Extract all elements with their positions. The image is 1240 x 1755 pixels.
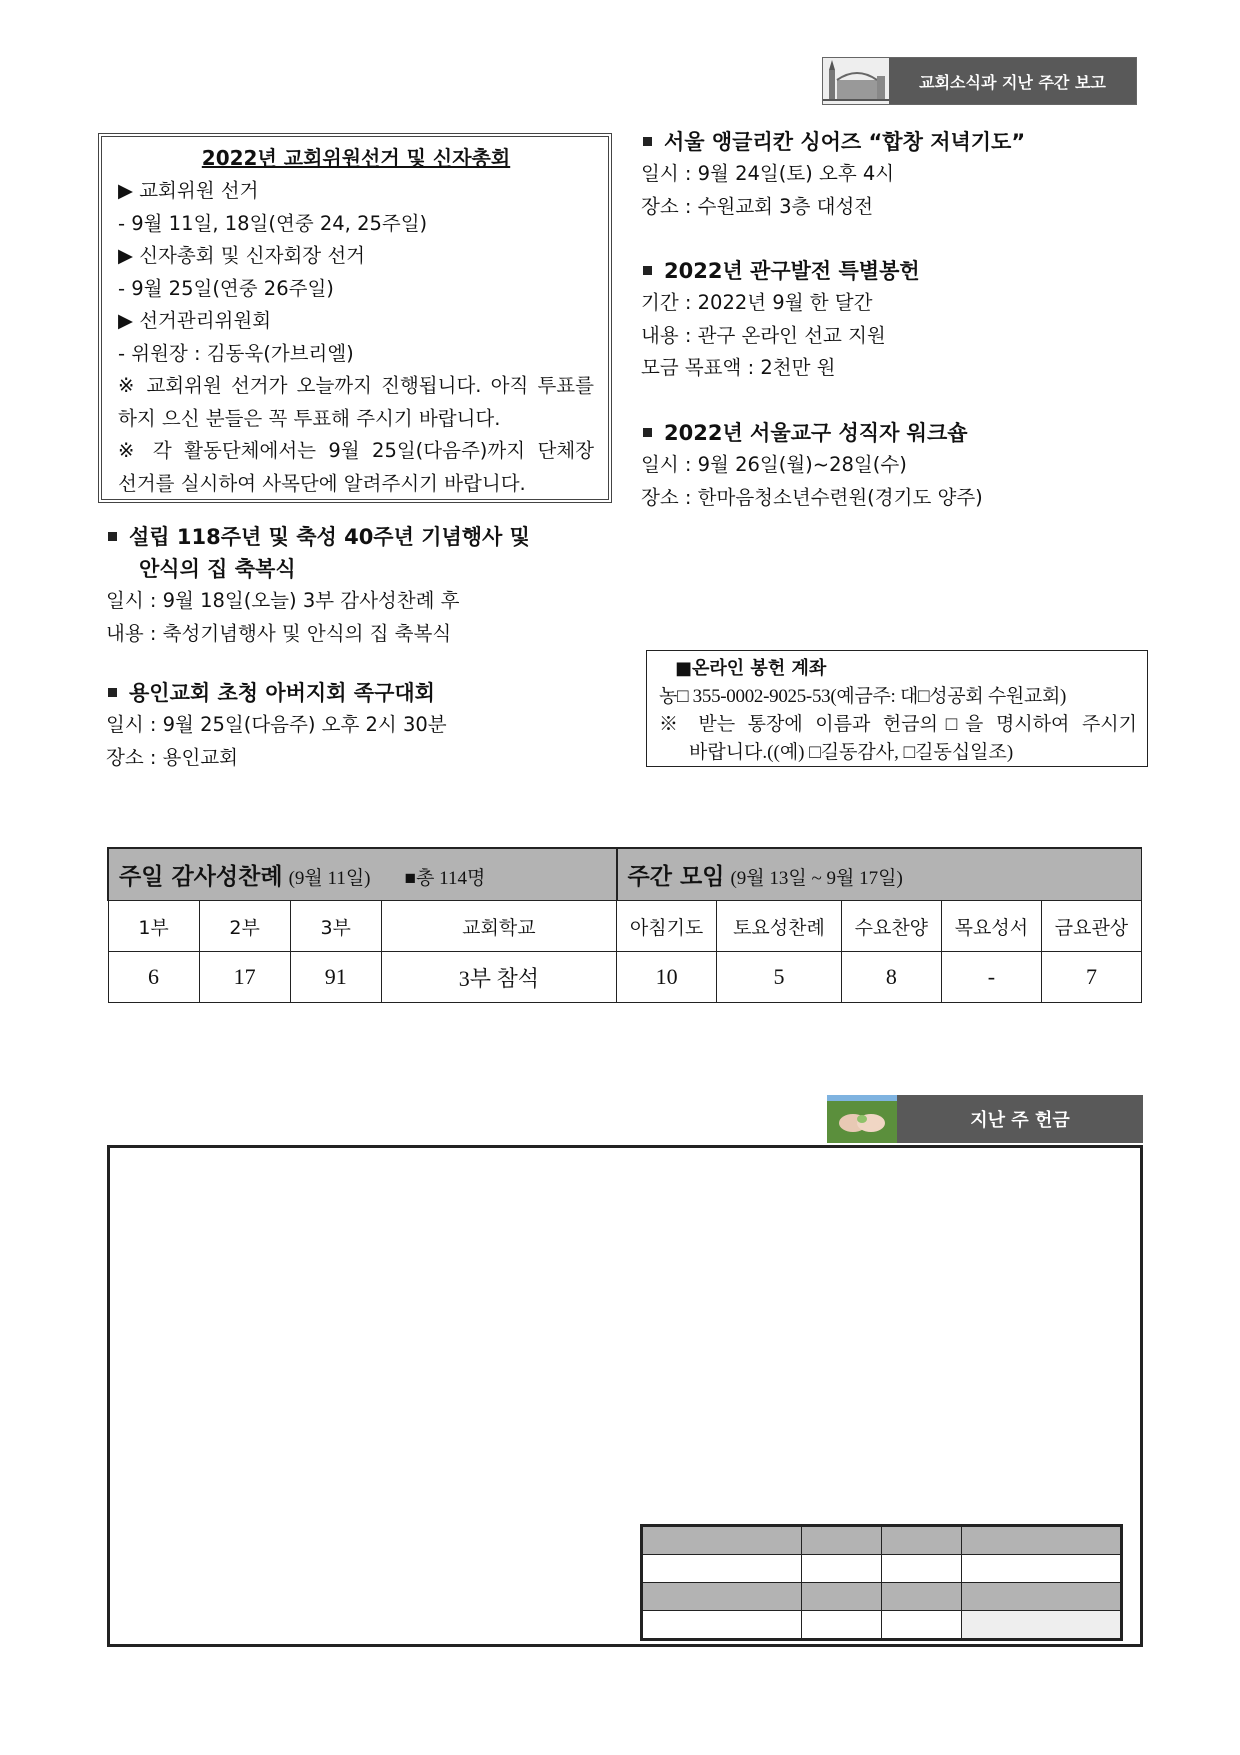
election-note: ※ 교회위원 선거가 오늘까지 진행됩니다. 아직 투표를 — [118, 374, 594, 397]
offering-table-row — [642, 1526, 1122, 1555]
singers-place: 장소 : 수원교회 3층 대성전 — [641, 194, 874, 218]
offering-table-row — [642, 1555, 1122, 1583]
attendance-values-row — [108, 952, 1142, 1003]
singers-title: 서울 앵글리칸 싱어즈 “합창 저녁기도” — [641, 126, 1025, 158]
workshop-section — [641, 417, 983, 514]
offering-table-row — [642, 1611, 1122, 1640]
election-note: 하지 으신 분들은 꼭 투표해 주시기 바랍니다. — [118, 406, 501, 430]
column-header: 2부 — [199, 901, 290, 952]
bullet-icon — [643, 137, 652, 146]
online-note: ※ 받는 통장에 이름과 헌금의□을 명시하여 주시기 — [659, 714, 1137, 735]
special-offering-goal: 모금 목표액 : 2천만 원 — [641, 356, 836, 379]
soccer-section — [106, 677, 447, 774]
special-offering-title: 2022년 관구발전 특별봉헌 — [641, 255, 920, 287]
anniversary-section — [106, 521, 616, 650]
soccer-place: 장소 : 용인교회 — [106, 745, 238, 769]
attendance-value: 5 — [717, 952, 842, 1003]
special-offering-content: 내용 : 관구 온라인 선교 지원 — [641, 323, 886, 347]
attendance-value: 7 — [1041, 952, 1141, 1003]
hands-photo-icon — [827, 1095, 897, 1143]
anniversary-date: 일시 : 9월 18일(오늘) 3부 감사성찬례 후 — [106, 589, 460, 612]
online-offering-title: ■온라인 봉헌 계좌 — [675, 658, 827, 679]
online-offering-box — [646, 650, 1148, 767]
soccer-date: 일시 : 9월 25일(다음주) 오후 2시 30분 — [106, 713, 447, 736]
workshop-place: 장소 : 한마음청소년수련원(경기도 양주) — [641, 485, 983, 509]
church-photo-icon — [823, 58, 889, 104]
attendance-value: 10 — [617, 952, 717, 1003]
offering-header-tag — [827, 1095, 1143, 1143]
column-header: 3부 — [290, 901, 381, 952]
workshop-date: 일시 : 9월 26일(월)~28일(수) — [641, 453, 907, 476]
special-offering-section — [641, 255, 920, 385]
election-line: ▶ 교회위원 선거 — [118, 179, 259, 202]
election-line: - 9월 11일, 18일(연중 24, 25주일) — [118, 211, 428, 235]
special-offering-period: 기간 : 2022년 9월 한 달간 — [641, 291, 873, 314]
election-note: ※ 각 활동단체에서는 9월 25일(다음주)까지 단체장 — [118, 439, 594, 462]
singers-section — [641, 126, 1025, 223]
offering-table — [640, 1524, 1123, 1641]
anniversary-title-cont: 안식의 집 축복식 — [139, 557, 296, 581]
anniversary-content: 내용 : 축성기념행사 및 안식의 집 축복식 — [106, 621, 452, 645]
election-notice-box — [98, 133, 612, 503]
column-header: 목요성서 — [941, 901, 1041, 952]
bullet-icon — [643, 266, 652, 275]
online-note-cont: 바랍니다.((예) □길동감사, □길동십일조) — [689, 742, 1014, 763]
election-line: ▶ 선거관리위원회 — [118, 309, 272, 332]
attendance-table — [107, 847, 1142, 1003]
attendance-value: 91 — [290, 952, 381, 1003]
attendance-value: 8 — [841, 952, 941, 1003]
election-title: 2022년 교회위원선거 및 신자총회 — [201, 146, 511, 170]
column-header: 금요관상 — [1041, 901, 1141, 952]
election-line: ▶ 신자총회 및 신자회장 선거 — [118, 244, 365, 267]
attendance-value: 17 — [199, 952, 290, 1003]
column-header: 1부 — [108, 901, 199, 952]
workshop-title: 2022년 서울교구 성직자 워크숍 — [641, 417, 983, 449]
attendance-value: 6 — [108, 952, 199, 1003]
bullet-icon — [643, 428, 652, 437]
offering-box — [107, 1145, 1143, 1647]
column-header: 교회학교 — [381, 901, 616, 952]
attendance-header-row — [108, 848, 1142, 901]
bullet-icon — [108, 532, 117, 541]
attendance-value: 3부 참석 — [381, 952, 616, 1003]
attendance-columns-row — [108, 901, 1142, 952]
section-header-tag — [822, 57, 1137, 105]
section-header-label: 교회소식과 지난 주간 보고 — [889, 58, 1136, 104]
weekly-meeting-header: 주간 모임 (9월 13일 ~ 9월 17일) — [617, 848, 1142, 901]
anniversary-title: 설립 118주년 및 축성 40주년 기념행사 및 — [106, 521, 616, 553]
bullet-icon — [108, 688, 117, 697]
singers-date: 일시 : 9월 24일(토) 오후 4시 — [641, 162, 895, 185]
column-header: 토요성찬례 — [717, 901, 842, 952]
offering-table-row — [642, 1583, 1122, 1611]
soccer-title: 용인교회 초청 아버지회 족구대회 — [106, 677, 447, 709]
election-note: 선거를 실시하여 사목단에 알려주시기 바랍니다. — [118, 471, 526, 495]
election-line: - 9월 25일(연중 26주일) — [118, 276, 334, 300]
online-account-number: 농□ 355-0002-9025-53(예금주: 대□성공회 수원교회) — [659, 686, 1067, 707]
offering-header-label: 지난 주 헌금 — [897, 1095, 1143, 1143]
election-line: - 위원장 : 김동욱(가브리엘) — [118, 341, 354, 365]
attendance-value: - — [941, 952, 1041, 1003]
sunday-eucharist-header: 주일 감사성찬례 (9월 11일) ■총 114명 — [108, 848, 617, 901]
column-header: 아침기도 — [617, 901, 717, 952]
column-header: 수요찬양 — [841, 901, 941, 952]
